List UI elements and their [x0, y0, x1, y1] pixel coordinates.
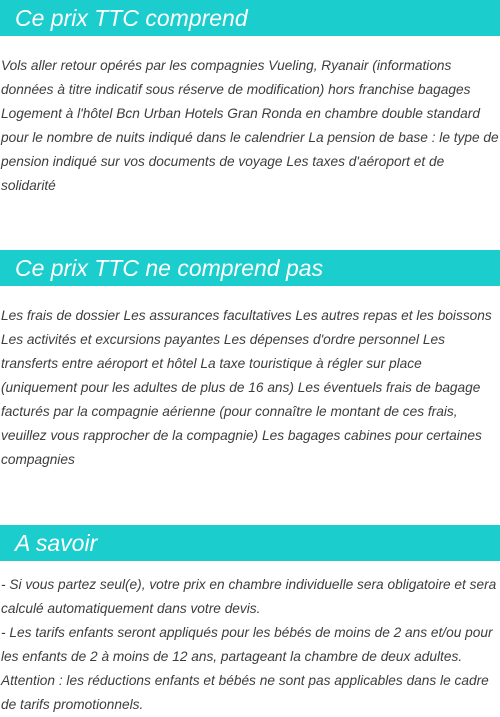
section-paragraph: Les frais de dossier Les assurances facultatives Les autres repas et les boissons Les activités et excursions payantes Les dépenses d'ordre personnel Les transferts entre aéroport et hôtel La taxe touristique à régler sur place (uniquement pour les adultes de plus de 16 ans) Les éventuels frais de bagage facturés par la compagnie aérienne (pour connaître le montant de ces frais, veuillez vous rapprocher de la compagnie) Les bagages cabines pour certaines compagnies [1, 308, 492, 467]
section-paragraph: - Les tarifs enfants seront appliqués pour les bébés de moins de 2 ans et/ou pour les enfants de 2 à moins de 12 ans, partageant la chambre de deux adultes. Attention : les réductions enfants et bébés ne sont pas applicables dans le cadre de tarifs promotionnels. [1, 625, 493, 712]
section-title: A savoir [15, 529, 98, 556]
section-title: Ce prix TTC ne comprend pas [15, 254, 324, 281]
section-header-not-included [0, 250, 500, 286]
section-body-not-included [0, 304, 500, 472]
section-paragraph: Vols aller retour opérés par les compagnies Vueling, Ryanair (informations données à titre indicatif sous réserve de modification) hors franchise bagages Logement à l'hôtel Bcn Urban Hotels Gran Ronda en chambre double standard pour le nombre de nuits indiqué dans le calendrier La pension de base : le type de pension indiqué sur vos documents de voyage Les taxes d'aéroport et de solidarité [1, 58, 499, 193]
section-body-good-to-know [0, 573, 500, 717]
section-included [0, 0, 500, 198]
section-good-to-know [0, 525, 500, 717]
section-not-included [0, 250, 500, 472]
section-header-good-to-know [0, 525, 500, 561]
section-title: Ce prix TTC comprend [15, 4, 248, 31]
section-body-included [0, 54, 500, 198]
section-header-included [0, 0, 500, 36]
section-paragraph: - Si vous partez seul(e), votre prix en chambre individuelle sera obligatoire et sera calculé automatiquement dans votre devis. [1, 577, 497, 616]
